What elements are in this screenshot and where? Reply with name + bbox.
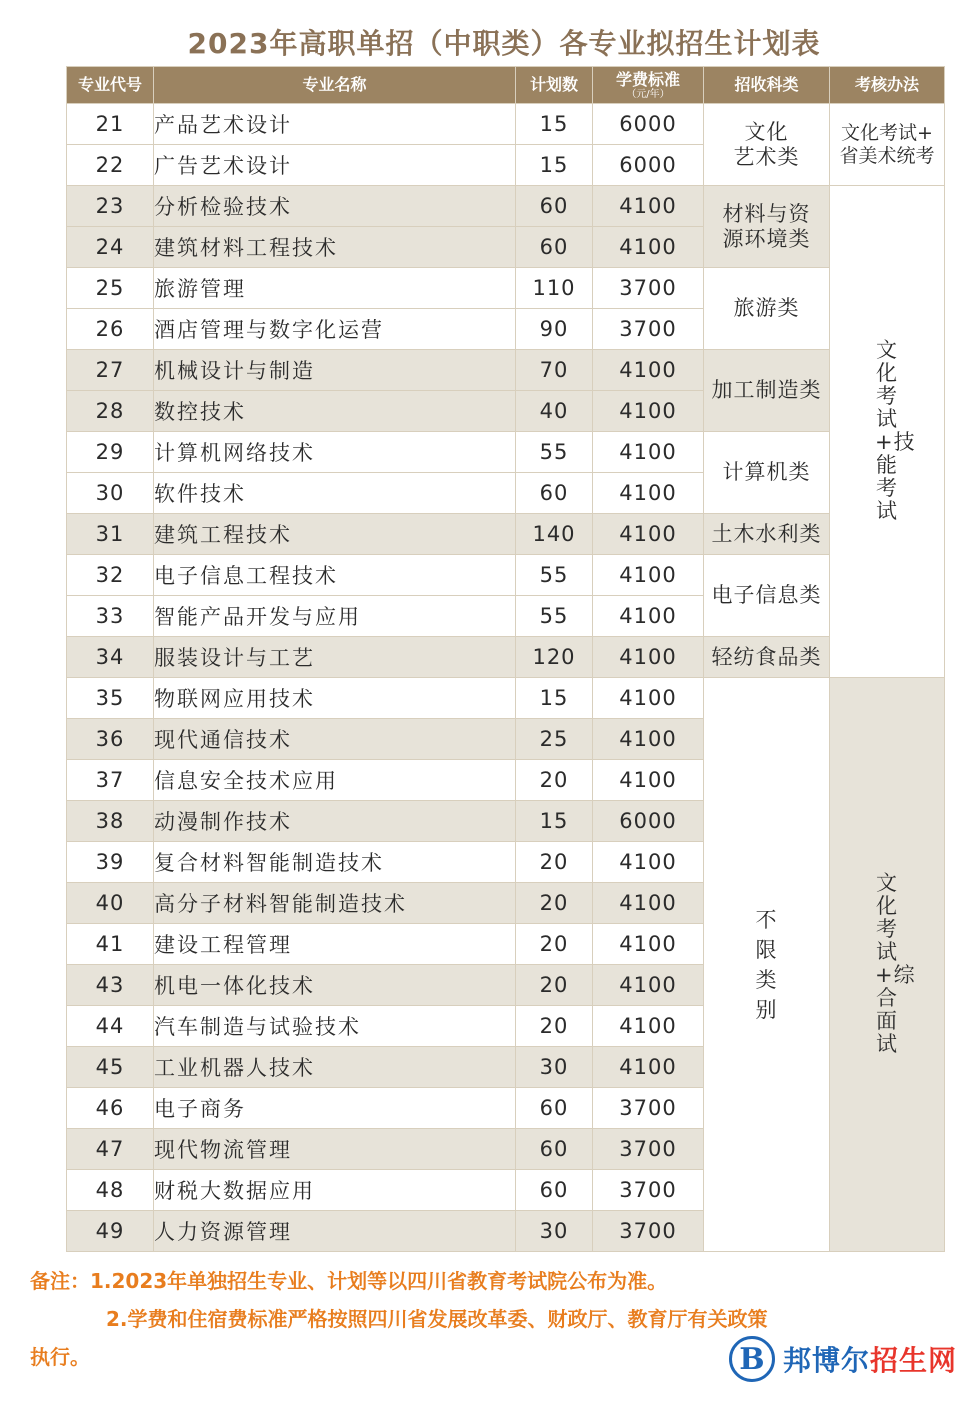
- cell-name: 计算机网络技术: [154, 432, 516, 473]
- cell-plan: 90: [516, 309, 593, 350]
- cell-code: 32: [67, 555, 154, 596]
- cell-fee: 4100: [593, 760, 704, 801]
- cell-fee: 4100: [593, 596, 704, 637]
- cell-fee: 3700: [593, 1170, 704, 1211]
- cell-name: 人力资源管理: [154, 1211, 516, 1252]
- cell-name: 电子商务: [154, 1088, 516, 1129]
- cell-name: 建设工程管理: [154, 924, 516, 965]
- logo-text: 邦博尔招生网: [782, 1344, 957, 1377]
- cell-code: 31: [67, 514, 154, 555]
- cell-plan: 15: [516, 145, 593, 186]
- cell-code: 36: [67, 719, 154, 760]
- cell-method: [830, 104, 945, 186]
- header-fee-unit: （元/年）: [626, 88, 670, 100]
- cell-code: 45: [67, 1047, 154, 1088]
- watermark-logo: [729, 1336, 957, 1382]
- cell-category: [704, 555, 830, 637]
- cell-plan: 55: [516, 596, 593, 637]
- header-fee-label: 学费标准: [615, 69, 680, 89]
- table-row: [67, 268, 945, 309]
- cell-fee: 4100: [593, 924, 704, 965]
- category-label: 不限类别: [755, 907, 778, 1022]
- cell-name: 机械设计与制造: [154, 350, 516, 391]
- cell-fee: 4100: [593, 186, 704, 227]
- cell-name: 服装设计与工艺: [154, 637, 516, 678]
- cell-plan: 140: [516, 514, 593, 555]
- cell-fee: 4100: [593, 432, 704, 473]
- cell-name: 物联网应用技术: [154, 678, 516, 719]
- header-category: 招收科类: [704, 67, 830, 104]
- cell-code: 47: [67, 1129, 154, 1170]
- table-row: [67, 432, 945, 473]
- cell-code: 43: [67, 965, 154, 1006]
- cell-fee: 6000: [593, 145, 704, 186]
- cell-code: 27: [67, 350, 154, 391]
- enrollment-plan-table: [66, 66, 945, 1252]
- cell-fee: 6000: [593, 104, 704, 145]
- cell-code: 21: [67, 104, 154, 145]
- cell-code: 25: [67, 268, 154, 309]
- category-label-line1: 计算机类: [722, 460, 811, 484]
- cell-plan: 30: [516, 1047, 593, 1088]
- cell-name: 数控技术: [154, 391, 516, 432]
- cell-plan: 20: [516, 965, 593, 1006]
- table-row: [67, 104, 945, 145]
- cell-category: [704, 350, 830, 432]
- cell-plan: 40: [516, 391, 593, 432]
- category-label-line1: 电子信息类: [711, 583, 822, 607]
- cell-fee: 4100: [593, 1006, 704, 1047]
- cell-fee: 4100: [593, 514, 704, 555]
- header-method: 考核办法: [830, 67, 945, 104]
- cell-category: [704, 268, 830, 350]
- cell-plan: 110: [516, 268, 593, 309]
- table-row: [67, 637, 945, 678]
- category-label-line1: 材料与资: [722, 201, 811, 226]
- cell-code: 40: [67, 883, 154, 924]
- cell-name: 智能产品开发与应用: [154, 596, 516, 637]
- cell-name: 产品艺术设计: [154, 104, 516, 145]
- cell-code: 44: [67, 1006, 154, 1047]
- cell-plan: 20: [516, 1006, 593, 1047]
- cell-fee: 3700: [593, 1129, 704, 1170]
- header-plan: 计划数: [516, 67, 593, 104]
- header-fee: [593, 67, 704, 104]
- note-line-3: 执行。: [30, 1345, 90, 1369]
- cell-plan: 20: [516, 842, 593, 883]
- cell-name: 现代通信技术: [154, 719, 516, 760]
- category-label-line1: 加工制造类: [711, 378, 822, 402]
- cell-fee: 4100: [593, 555, 704, 596]
- cell-name: 电子信息工程技术: [154, 555, 516, 596]
- cell-fee: 6000: [593, 801, 704, 842]
- header-code: 专业代号: [67, 67, 154, 104]
- cell-fee: 4100: [593, 965, 704, 1006]
- cell-fee: 3700: [593, 1088, 704, 1129]
- cell-code: 33: [67, 596, 154, 637]
- cell-name: 机电一体化技术: [154, 965, 516, 1006]
- table-row: [67, 514, 945, 555]
- cell-name: 现代物流管理: [154, 1129, 516, 1170]
- category-label-line1: 文化: [744, 119, 789, 144]
- cell-name: 酒店管理与数字化运营: [154, 309, 516, 350]
- category-label-line1: 轻纺食品类: [711, 644, 822, 669]
- cell-plan: 60: [516, 1170, 593, 1211]
- cell-code: 37: [67, 760, 154, 801]
- cell-name: 工业机器人技术: [154, 1047, 516, 1088]
- cell-plan: 20: [516, 883, 593, 924]
- cell-code: 34: [67, 637, 154, 678]
- cell-name: 复合材料智能制造技术: [154, 842, 516, 883]
- cell-category: [704, 678, 830, 1252]
- cell-method: [830, 678, 945, 1252]
- cell-fee: 3700: [593, 268, 704, 309]
- cell-category: [704, 637, 830, 678]
- cell-name: 动漫制作技术: [154, 801, 516, 842]
- category-label-line2: 源环境类: [722, 226, 811, 251]
- cell-category: [704, 104, 830, 186]
- cell-method: [830, 186, 945, 678]
- cell-fee: 4100: [593, 473, 704, 514]
- cell-fee: 4100: [593, 678, 704, 719]
- cell-plan: 15: [516, 678, 593, 719]
- cell-category: [704, 432, 830, 514]
- method-label: 文化考试+技能考试: [875, 338, 916, 523]
- cell-plan: 15: [516, 801, 593, 842]
- cell-fee: 4100: [593, 637, 704, 678]
- header-name: 专业名称: [154, 67, 516, 104]
- cell-name: 分析检验技术: [154, 186, 516, 227]
- cell-name: 建筑材料工程技术: [154, 227, 516, 268]
- table-row: [67, 350, 945, 391]
- page-title: 2023年高职单招（中职类）各专业拟招生计划表: [187, 27, 821, 60]
- cell-name: 高分子材料智能制造技术: [154, 883, 516, 924]
- cell-fee: 4100: [593, 1047, 704, 1088]
- cell-plan: 25: [516, 719, 593, 760]
- cell-code: 41: [67, 924, 154, 965]
- cell-plan: 55: [516, 555, 593, 596]
- cell-plan: 20: [516, 760, 593, 801]
- table-row: [67, 186, 945, 227]
- cell-name: 信息安全技术应用: [154, 760, 516, 801]
- cell-code: 39: [67, 842, 154, 883]
- cell-code: 38: [67, 801, 154, 842]
- cell-code: 24: [67, 227, 154, 268]
- method-label-line2: 省美术统考: [839, 144, 935, 167]
- cell-plan: 20: [516, 924, 593, 965]
- cell-code: 48: [67, 1170, 154, 1211]
- cell-fee: 4100: [593, 719, 704, 760]
- method-label-line1: 文化考试+: [841, 121, 933, 144]
- cell-plan: 55: [516, 432, 593, 473]
- cell-fee: 3700: [593, 1211, 704, 1252]
- cell-fee: 4100: [593, 350, 704, 391]
- category-label-line1: 土木水利类: [711, 521, 822, 546]
- cell-name: 财税大数据应用: [154, 1170, 516, 1211]
- category-label-line1: 旅游类: [733, 296, 800, 320]
- table-row: [67, 555, 945, 596]
- cell-plan: 60: [516, 1129, 593, 1170]
- category-label-line2: 艺术类: [733, 144, 800, 169]
- method-label: 文化考试+综合面试: [875, 871, 916, 1056]
- cell-name: 汽车制造与试验技术: [154, 1006, 516, 1047]
- cell-plan: 60: [516, 473, 593, 514]
- cell-plan: 70: [516, 350, 593, 391]
- cell-code: 29: [67, 432, 154, 473]
- cell-plan: 30: [516, 1211, 593, 1252]
- note-line-1: 备注：1.2023年单独招生专业、计划等以四川省教育考试院公布为准。: [30, 1269, 668, 1293]
- cell-name: 旅游管理: [154, 268, 516, 309]
- table-row: [67, 678, 945, 719]
- cell-plan: 60: [516, 1088, 593, 1129]
- cell-plan: 60: [516, 186, 593, 227]
- cell-plan: 120: [516, 637, 593, 678]
- cell-fee: 4100: [593, 842, 704, 883]
- cell-code: 49: [67, 1211, 154, 1252]
- cell-fee: 4100: [593, 883, 704, 924]
- table-header-row: [67, 67, 945, 104]
- cell-category: [704, 186, 830, 268]
- cell-code: 23: [67, 186, 154, 227]
- cell-code: 35: [67, 678, 154, 719]
- cell-fee: 4100: [593, 227, 704, 268]
- cell-name: 软件技术: [154, 473, 516, 514]
- cell-name: 广告艺术设计: [154, 145, 516, 186]
- logo-b-icon: B: [729, 1336, 775, 1382]
- cell-code: 46: [67, 1088, 154, 1129]
- cell-code: 26: [67, 309, 154, 350]
- cell-code: 30: [67, 473, 154, 514]
- cell-code: 22: [67, 145, 154, 186]
- cell-plan: 60: [516, 227, 593, 268]
- cell-fee: 4100: [593, 391, 704, 432]
- cell-code: 28: [67, 391, 154, 432]
- note-line-2: 2.学费和住宿费标准严格按照四川省发展改革委、财政厅、教育厅有关政策: [106, 1307, 768, 1331]
- cell-plan: 15: [516, 104, 593, 145]
- cell-fee: 3700: [593, 309, 704, 350]
- cell-category: [704, 514, 830, 555]
- cell-name: 建筑工程技术: [154, 514, 516, 555]
